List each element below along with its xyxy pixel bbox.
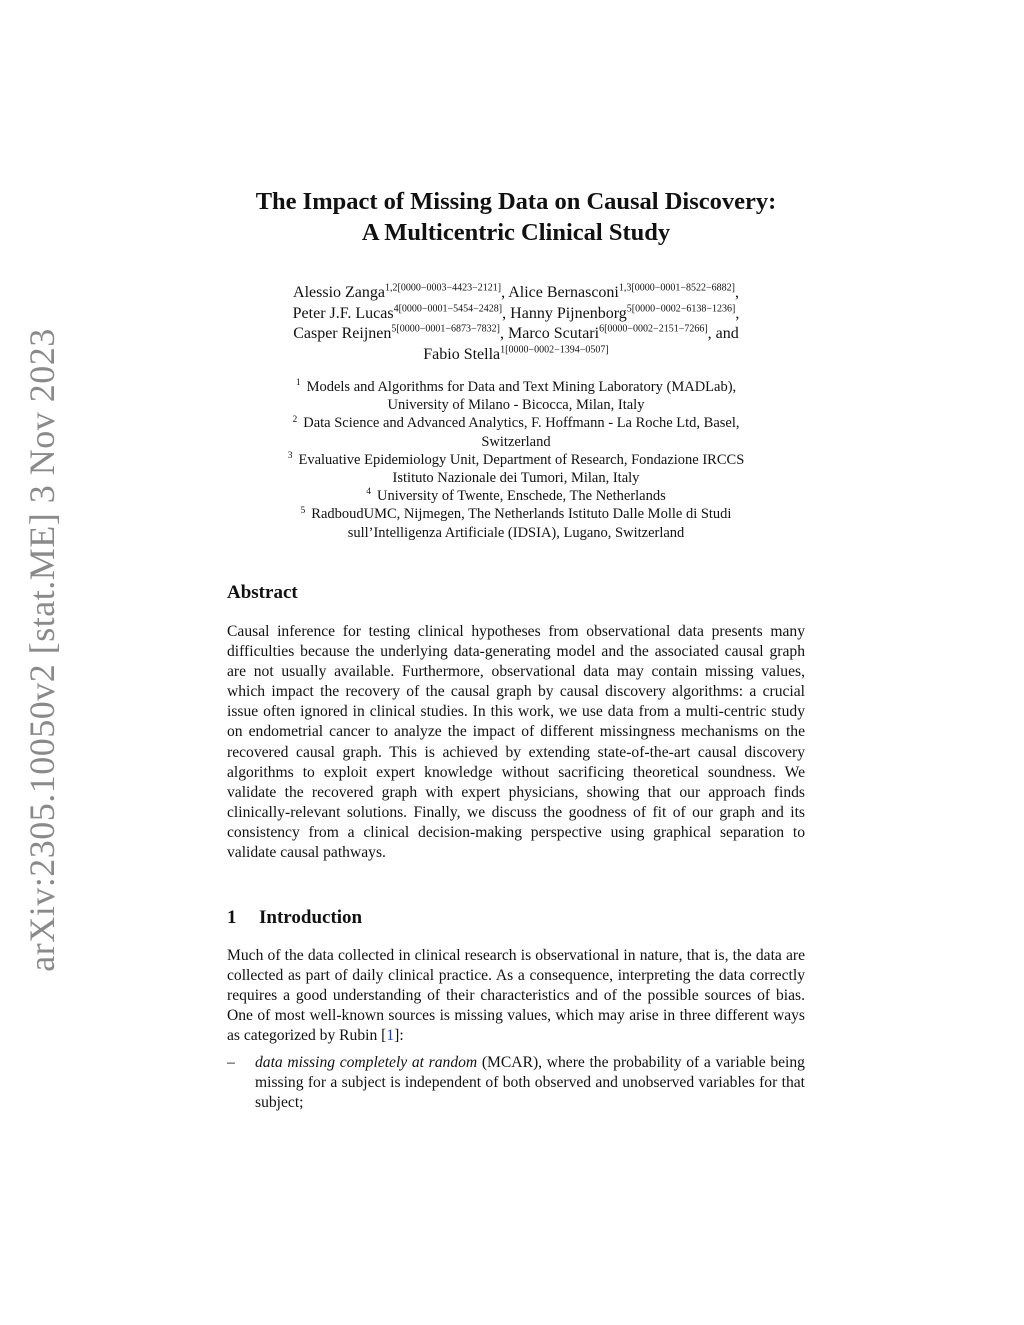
author-list xyxy=(227,283,805,365)
affiliation-text: Istituto Nazionale dei Tumori, Milan, Italy xyxy=(392,470,640,487)
bullet-text xyxy=(255,1053,805,1113)
affiliation-number: 3 xyxy=(287,450,293,461)
affiliation-text: Models and Algorithms for Data and Text Mining Laboratory (MADLab), xyxy=(306,379,737,395)
abstract-text: Causal inference for testing clinical hypotheses from observational data presents many difficulties because the underlying data-generating model and the associated causal graph are not usually available. Furthermore, observational data may contain missing values, which impact the recovery of the causal graph by causal discovery algorithms: a crucial issue often ignored in clinical studies. In this work, we use data from a multi-centric study on endometrial cancer to analyze the impact of different missingness mechanisms on the recovered causal graph. This is achieved by extending state-of-the-art causal discovery algorithms to exploit expert knowledge without sacrificing theoretical soundness. We validate the recovered graph with expert physicians, showing that our approach finds clinically-relevant solutions. Finally, we discuss the goodness of fit of our graph and its consistency from a clinical decision-making perspective using graphical separation to validate causal pathways. xyxy=(227,623,805,862)
author-orcid: 1,2[0000−0003−4423−2121] xyxy=(385,282,502,294)
affiliation-text: RadboudUMC, Nijmegen, The Netherlands Istituto Dalle Molle di Studi xyxy=(311,506,732,523)
intro-paragraph xyxy=(227,946,805,1046)
citation-link[interactable]: 1 xyxy=(386,1027,395,1045)
author-orcid: 1[0000−0002−1394−0507] xyxy=(500,344,609,356)
author-line xyxy=(227,283,805,304)
author-name: Hanny Pijnenborg xyxy=(510,304,627,322)
author-orcid: 5[0000−0001−6873−7832] xyxy=(391,323,500,335)
author-sep: , xyxy=(502,304,511,322)
bullet-dash: – xyxy=(227,1054,235,1071)
section-heading xyxy=(227,907,362,929)
author-name: Alessio Zanga xyxy=(293,284,386,301)
bullet-term: data missing completely at random xyxy=(255,1054,478,1071)
author-name: Peter J.F. Lucas xyxy=(292,304,394,322)
author-name: Alice Bernasconi xyxy=(508,284,619,301)
author-orcid: 1,3[0000−0001−8522−6882] xyxy=(618,282,735,294)
affiliation-item xyxy=(227,487,805,505)
abstract-heading: Abstract xyxy=(227,582,298,603)
title-line-2: A Multicentric Clinical Study xyxy=(361,219,671,246)
affiliation-text: Evaluative Epidemiology Unit, Department of Research, Fondazione IRCCS xyxy=(298,451,745,468)
arxiv-side-stamp: arXiv:2305.10050v2 [stat.ME] 3 Nov 2023 xyxy=(22,328,62,972)
author-orcid: 5[0000−0002−6138−1236] xyxy=(626,303,736,315)
bullet-description: (MCAR), where the probability of a variable being missing for a subject is independent of both observed and unobserved variables for that subject; xyxy=(255,1054,805,1112)
author-line xyxy=(227,345,805,366)
author-name: Fabio Stella xyxy=(423,345,501,363)
affiliation-text: Data Science and Advanced Analytics, F. Hoffmann - La Roche Ltd, Basel, xyxy=(303,415,740,432)
affiliation-text: sull’Intelligenza Artificiale (IDSIA), Lugano, Switzerland xyxy=(347,524,685,541)
author-name: Casper Reijnen xyxy=(293,325,392,342)
author-sep: , xyxy=(735,304,740,322)
list-item xyxy=(227,1053,805,1113)
affiliation-number: 2 xyxy=(292,414,298,425)
affiliation-item xyxy=(227,378,805,414)
author-line xyxy=(227,304,805,325)
affiliation-item xyxy=(227,414,805,450)
affiliation-number: 5 xyxy=(300,505,306,516)
affiliation-text: Switzerland xyxy=(481,433,551,450)
title-line-1: The Impact of Missing Data on Causal Discovery: xyxy=(255,188,777,215)
author-orcid: 4[0000−0001−5454−2428] xyxy=(393,303,503,315)
paper-title xyxy=(227,186,805,248)
intro-text: Much of the data collected in clinical research is observational in nature, that is, the data are collected as part of daily clinical practice. As a consequence, interpreting the data correctly requires a good understanding of their characteristics and of the possible sources of bias. One of most well-known sources is missing values, which may arise in three different ways as categorized by Rubin [ xyxy=(227,947,805,1045)
affiliation-item xyxy=(227,505,805,541)
section-title: Introduction xyxy=(259,907,363,928)
affiliation-number: 1 xyxy=(295,378,301,389)
author-line xyxy=(227,324,805,345)
intro-text-end: ]: xyxy=(394,1027,404,1045)
affiliation-item xyxy=(227,451,805,487)
section-number: 1 xyxy=(227,907,237,928)
affiliation-number: 4 xyxy=(366,487,371,498)
author-sep: , xyxy=(500,325,508,342)
affiliation-text: University of Milano - Bicocca, Milan, Italy xyxy=(387,397,645,414)
author-sep: , xyxy=(501,284,509,301)
author-sep: , xyxy=(734,284,739,301)
author-orcid: 6[0000−0002−2151−7266] xyxy=(599,323,708,335)
author-name: Marco Scutari xyxy=(508,325,600,342)
affiliation-text: University of Twente, Enschede, The Netherlands xyxy=(376,488,666,505)
author-sep: , and xyxy=(707,325,739,342)
affiliation-list xyxy=(227,378,805,542)
